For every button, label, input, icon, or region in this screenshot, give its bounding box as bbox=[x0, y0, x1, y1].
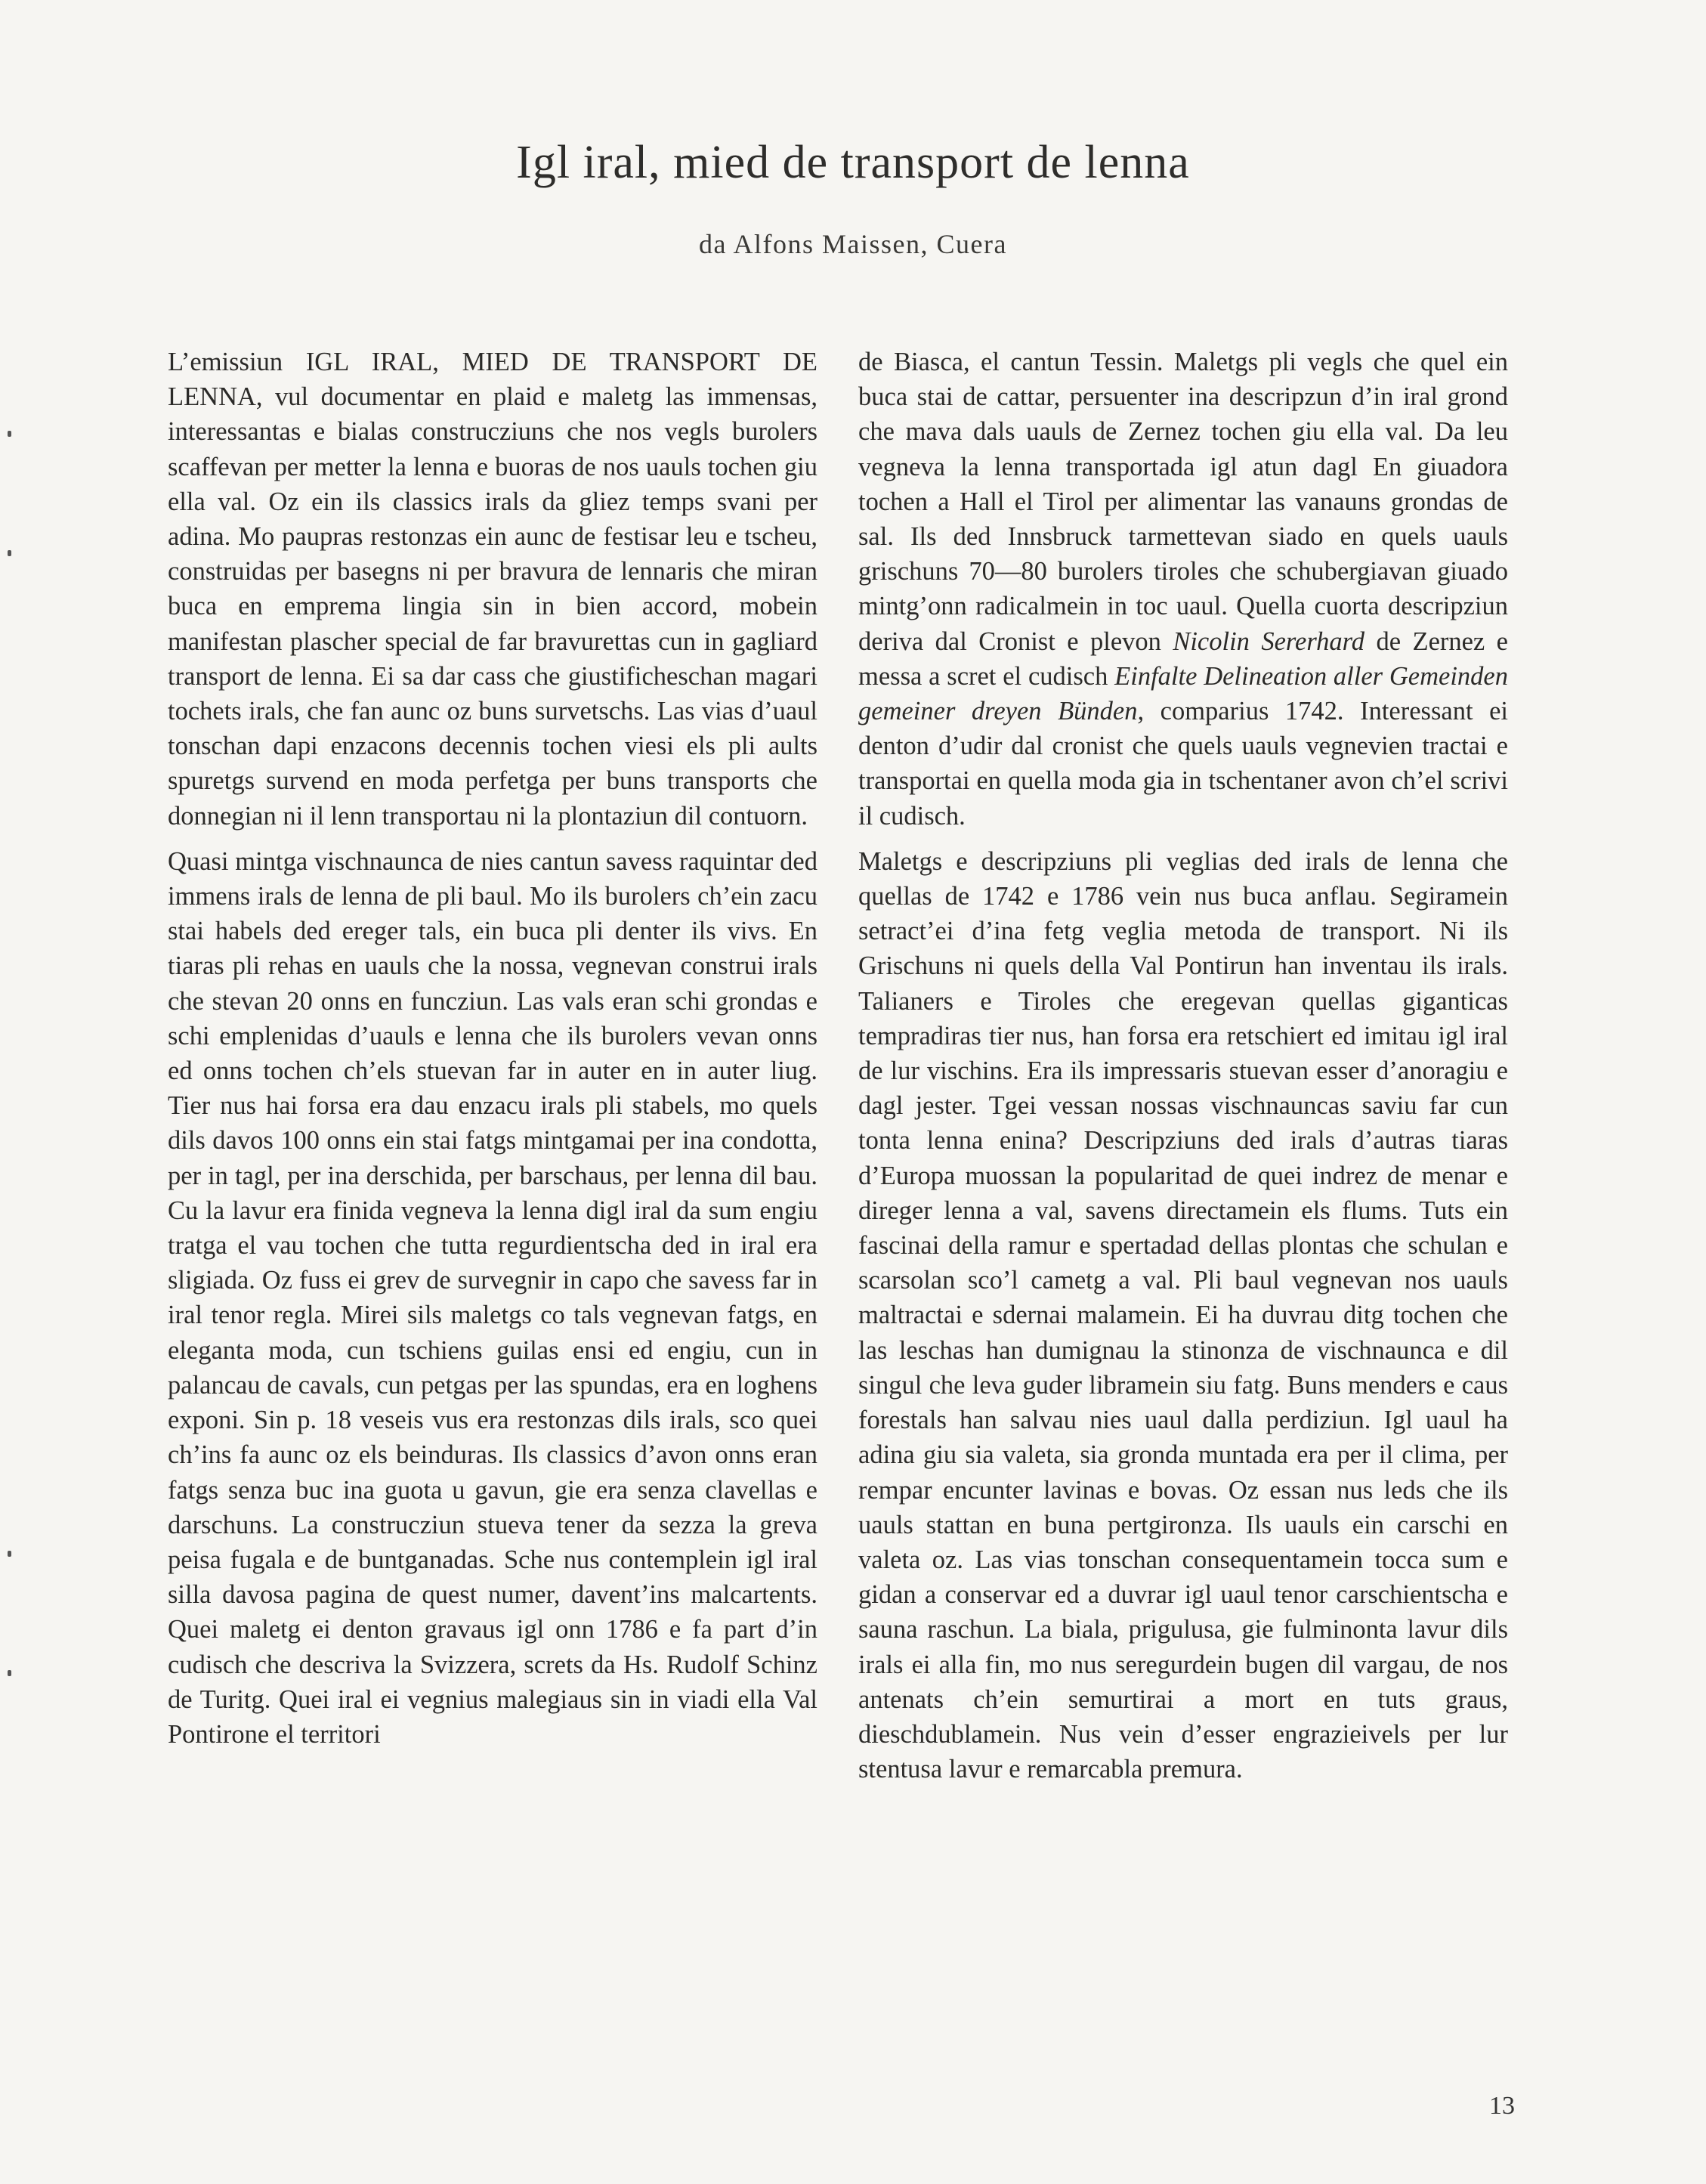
paragraph: L’emissiun IGL IRAL, MIED DE TRANSPORT DE LENNA, vul documentar en plaid e maletg las immensas, interessantas e bialas construcziuns che nos vegls burolers scaffevan per metter la lenna e buoras de nos uauls tochen giu ella val. Oz ein ils classics irals da gliez temps svani per adina. Mo paupras restonzas ein aunc de festisar leu e tscheu, construidas per basegns ni per bravura de lennaris che miran buca en emprema lingia sin in bien accord, mobein manifestan plascher special de far bravurettas cun in gagliard transport de lenna. Ei sa dar cass che giustificheschan magari tochets irals, che fan aunc oz buns survetschs. Las vias d’uaul tonschan dapi enzacons decennis tochen viesi els pli aults spuretgs survend en moda perfetga per buns transports che donnegian ni il lenn transportau ni la plontaziun dil contuorn. bbox=[168, 348, 817, 831]
paragraph bbox=[858, 345, 1508, 834]
paragraph: Maletgs e descripziuns pli veglias ded irals de lenna che quellas de 1742 e 1786 vein nus buca anflau. Segiramein setract’ei d’ina fetg veglia metoda de transport. Ni ils Grischuns ni quels della Val Pontirun han inventau ils irals. Talianers e Tiroles che eregevan quellas giganticas tempradiras tier nus, han forsa era retschiert ed imitau igl iral de lur vischins. Era ils impressaris stuevan esser d’anoragiu e dagl jester. Tgei vessan nossas vischnauncas saviu far cun tonta lenna enina? Descripziuns ded irals d’autras tiaras d’Europa muossan la popularitad de quei indrez de menar e direger lenna a val, savens directamein els flums. Tuts ein fascinai della ramur e spertadad dellas plontas che schulan e scarsolan sco’l cametg a val. Pli baul vegnevan nos uauls maltractai e sdernai malamein. Ei ha duvrau ditg tochen che las leschas han dumignau la stinonza de vischnaunca e dil singul che leva guder libramein siu fatg. Buns menders e caus forestals han salvau nies uaul dalla perdiziun. Igl uaul ha adina giu sia valeta, sia gronda muntada era per il clima, per rempar encunter lavinas e bovas. Oz essan nus leds che ils uauls stattan en buna pertgironza. Ils uauls ein carschi en valeta oz. Las vias tonschan consequentamein tocca sum e gidan a conservar ed a duvrar igl uaul tenor carschientscha e sauna raschun. La biala, prigulusa, gie fulminonta lavur dils irals ei alla fin, mo nus seregurdein bugen dil vargau, de nos antenats ch’ein semurtirai a mort en tuts graus, dieschdublamein. Nus vein d’esser engrazieivels per lur stentusa lavur e remarcabla premura. bbox=[858, 846, 1508, 1784]
left-column bbox=[168, 345, 817, 1762]
author-byline: da Alfons Maissen, Cuera bbox=[699, 229, 1007, 259]
text-run: de Biasca, el cantun Tessin. Maletgs pli vegls che quel ein buca stai de cattar, persuenter ina descripzun d’in iral grond che mava dals uauls de Zernez tochen giu ella val. Da leu vegneva la lenna transportada igl atun dagl En giuadora tochen a Hall el Tirol per alimentar las vanauns grondas de sal. Ils ded Innsbruck tarmettevan siado en quels uauls grischuns 70—80 burolers tiroles che schubergiavan giuado mintg’onn radicalmein in toc uaul. Quella cuorta descripziun deriva dal Cronist e plevon bbox=[858, 348, 1508, 656]
text-run: comparius 1742. Interessant ei denton d’udir dal cronist che quels uauls vegnevien tractai e transportai en quella moda gia in tschentaner avon ch’el scrivi il cudisch. bbox=[858, 697, 1509, 831]
text-run: de Zernez e messa a scret el cudisch bbox=[858, 626, 1508, 691]
chronicler-name: Nicolin Sererhard bbox=[1173, 626, 1365, 656]
page-number: 13 bbox=[1489, 2092, 1515, 2120]
right-column bbox=[858, 345, 1508, 1797]
margin-mark bbox=[8, 1670, 11, 1676]
paragraph: Quasi mintga vischnaunca de nies cantun savess raquintar ded immens irals de lenna de pli baul. Mo ils burolers ch’ein zacu stai habels ded ereger tals, ein buca pli denter ils vivs. En tiaras pli rehas en uauls che la nossa, vegnevan construi irals che stevan 20 onns en funcziun. Las vals eran schi grondas e schi emplenidas d’uauls e lenna che ils burolers vevan onns ed onns tochen ch’els stuevan far in auter en in auter liug. Tier nus hai forsa era dau enzacu irals pli stabels, mo quels dils davos 100 onns ein stai fatgs mintgamai per ina condotta, per in tagl, per ina derschida, per barschaus, per lenna dil bau. Cu la lavur era finida vegneva la lenna digl iral da sum engiu tratga el vau tochen che tutta regurdientscha ded in iral era sligiada. Oz fuss ei grev de survegnir in capo che savess far in iral tenor regla. Mirei sils maletgs co tals vegnevan fatgs, en eleganta moda, cun tschiens guilas ensi ed engiu, cun in palancau de cavals, cun petgas per las spundas, era en loghens exponi. Sin p. 18 veseis vus era restonzas dils irals, sco quei ch’ins fa aunc oz els beinduras. Ils classics d’avon onns eran fatgs senza buc ina guota u gavun, gie era senza clavellas e darschuns. La construcziun stueva tener da sezza la greva peisa fugala e de buntganadas. Sche nus contemplein igl iral silla davosa pagina de quest numer, davent’ins malcartents. Quei maletg ei denton gravaus igl onn 1786 e fa part d’in cudisch che descriva la Svizzera, screts da Hs. Rudolf Schinz de Turitg. Quei iral ei vegnius malegiaus sin in viadi ella Val Pontirone el territori bbox=[168, 846, 817, 1749]
margin-mark bbox=[8, 550, 11, 556]
margin-mark bbox=[8, 1551, 11, 1557]
book-title: Einfalte Delineation aller Gemeinden gemeiner dreyen Bünden, bbox=[858, 661, 1508, 726]
page-title: Igl iral, mied de transport de lenna bbox=[516, 137, 1190, 188]
margin-mark bbox=[8, 431, 11, 437]
